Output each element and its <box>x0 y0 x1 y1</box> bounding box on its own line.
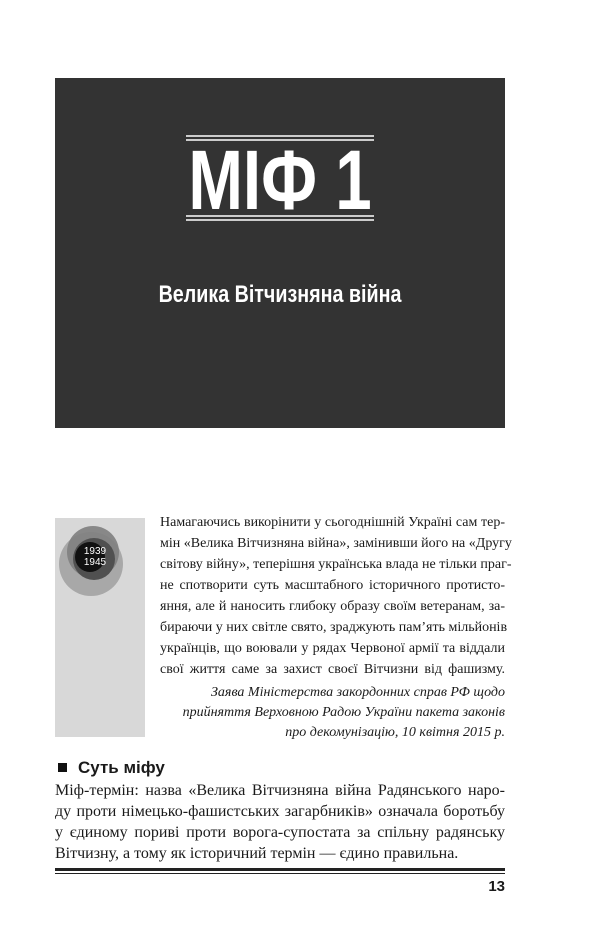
quote-sidebar <box>55 518 145 737</box>
source-line: Заява Міністерства закордонних справ РФ щодо <box>211 685 505 700</box>
quote-line: не спотворити суть масштабного історичного протисто- <box>160 578 505 593</box>
body-line: ду проти німецько-фашистських загарбників» означала боротьбу <box>55 803 505 820</box>
page-number: 13 <box>488 878 505 895</box>
quote-line: яння, але й наносить глибоку образу своїм ветеранам, за- <box>160 599 505 614</box>
quote-line: світову війну», теперішня українська влада не тільки праг- <box>160 557 512 572</box>
source-line: про декомунізацію, 10 квітня 2015 р. <box>285 725 505 740</box>
chapter-subtitle: Велика Вітчизняна війна <box>158 281 402 308</box>
epigraph-quote <box>160 512 512 680</box>
section-body <box>55 780 505 864</box>
quote-line: бираючи у них світле свято, зраджують пам’ять мільйонів <box>160 620 508 635</box>
year-start: 1939 <box>83 546 107 557</box>
body-line: у єдиному пориві проти ворога-супостата за спільну радянську <box>55 824 505 841</box>
year-end: 1945 <box>83 557 107 568</box>
title-rule-bottom <box>186 215 374 221</box>
quote-line: свої життя саме за захист своєї Вітчизни від фашизму. <box>160 662 505 677</box>
section-heading-text: Суть міфу <box>78 758 165 777</box>
section-heading <box>58 757 165 779</box>
body-line: Вітчизну, а тому як історичний термін — єдино правильна. <box>55 845 459 862</box>
footer-rule-thin <box>55 873 505 874</box>
quote-line: українців, що воювали у рядах Червоної армії та віддали <box>160 641 505 656</box>
chapter-banner <box>55 78 505 428</box>
chapter-title: МІФ 1 <box>188 133 372 227</box>
footer-rule-thick <box>55 868 505 871</box>
body-line: Міф-термін: назва «Велика Вітчизняна війна Радянського наро- <box>55 782 505 799</box>
quote-source <box>160 683 505 743</box>
quote-line: мін «Велика Вітчизняна війна», замінивши його на «Другу <box>160 536 512 551</box>
square-bullet-icon <box>58 763 67 772</box>
source-line: прийняття Верховною Радою України пакета законів <box>182 705 505 720</box>
quote-line: Намагаючись викорінити у сьогоднішній Україні сам тер- <box>160 515 505 530</box>
